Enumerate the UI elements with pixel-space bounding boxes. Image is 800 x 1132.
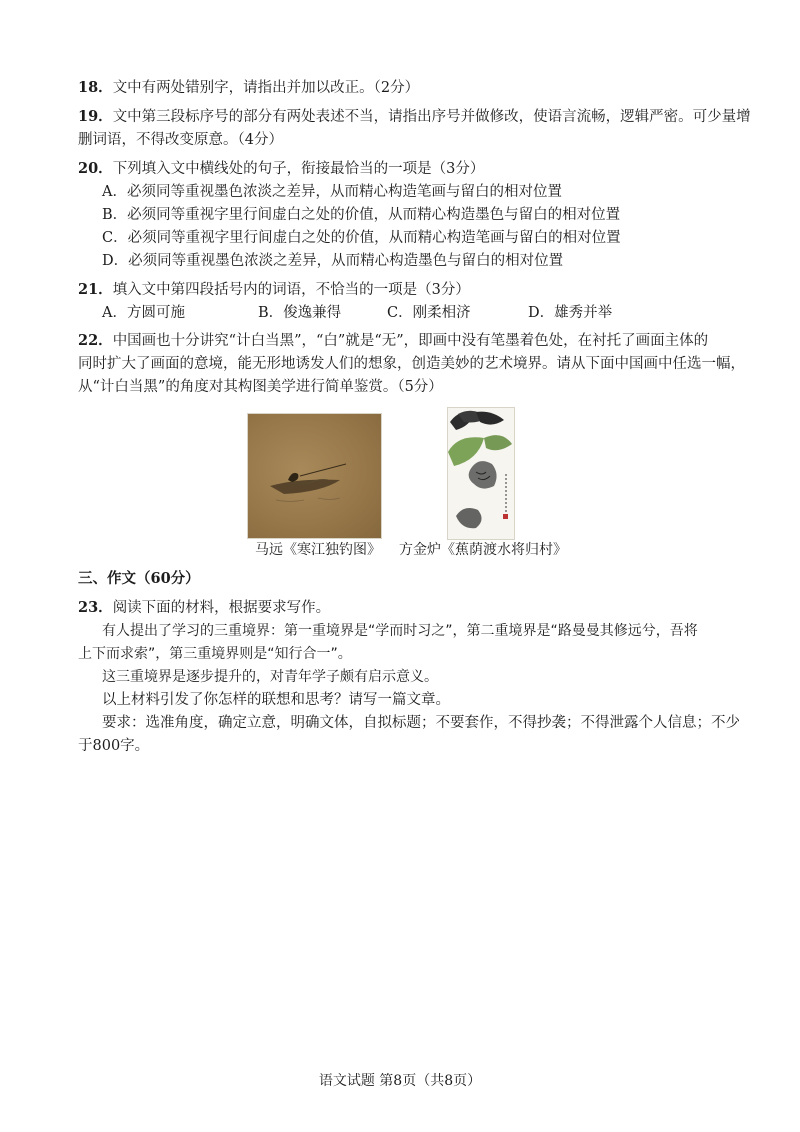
question-18 — [78, 78, 419, 98]
section-title: 三、作文（60分） — [78, 570, 200, 587]
question-text: 填入文中第四段括号内的词语，不恰当的一项是（3分） — [112, 282, 470, 298]
question-number: 21． — [78, 281, 113, 298]
question-number: 23． — [78, 599, 113, 616]
question-text: 文中第三段标序号的部分有两处表述不当，请指出序号并做修改，使语言流畅，逻辑严密。可少量增 — [112, 109, 751, 125]
question-number: 19． — [78, 108, 113, 125]
prompt-line: 以上材料引发了你怎样的联想和思考？请写一篇文章。 — [102, 692, 450, 708]
question-21 — [78, 280, 470, 300]
question-22-cont: 从“计白当黑”的角度对其构图美学进行简单鉴赏。（5分） — [78, 379, 443, 395]
option-a: A．方圆可施 — [102, 305, 185, 321]
material-line: 上下而求索”，第三重境界则是“知行合一”。 — [78, 646, 352, 662]
question-text: 下列填入文中横线处的句子，衔接最恰当的一项是（3分） — [112, 161, 485, 177]
option-b: B．俊逸兼得 — [258, 305, 342, 321]
question-23 — [78, 598, 330, 618]
question-text: 阅读下面的材料，根据要求写作。 — [112, 600, 331, 616]
question-number: 22． — [78, 332, 113, 349]
fishing-boat-illustration — [248, 414, 381, 538]
option-d: D．必须同等重视墨色浓淡之差异，从而精心构造墨色与留白的相对位置 — [102, 253, 564, 269]
banana-leaf-rocks-illustration — [448, 408, 514, 539]
option-a: A．必须同等重视墨色浓淡之差异，从而精心构造笔画与留白的相对位置 — [102, 184, 562, 200]
option-c: C．刚柔相济 — [387, 305, 471, 321]
painting-han-jiang-du-diao — [247, 413, 382, 539]
question-22 — [78, 331, 708, 351]
question-19-cont: 删词语，不得改变原意。（4分） — [78, 132, 283, 148]
option-c: C．必须同等重视字里行间虚白之处的价值，从而精心构造笔画与留白的相对位置 — [102, 230, 621, 246]
question-20 — [78, 159, 484, 179]
painting-caption-1: 马远《寒江独钓图》 — [255, 542, 381, 558]
option-b: B．必须同等重视字里行间虚白之处的价值，从而精心构造墨色与留白的相对位置 — [102, 207, 621, 223]
option-d: D．雄秀并举 — [528, 305, 613, 321]
requirements-line: 于800字。 — [78, 738, 150, 754]
question-number: 18． — [78, 79, 113, 96]
question-text: 中国画也十分讲究“计白当黑”，“白”就是“无”，即画中没有笔墨着色处，在衬托了画面主体的 — [112, 333, 709, 349]
material-line: 这三重境界是逐步提升的，对青年学子颇有启示意义。 — [102, 669, 438, 685]
requirements-line: 要求：选准角度，确定立意，明确文体，自拟标题；不要套作，不得抄袭；不得泄露个人信息；不少 — [102, 715, 740, 731]
material-line: 有人提出了学习的三重境界：第一重境界是“学而时习之”，第二重境界是“路曼曼其修远兮，吾将 — [102, 623, 698, 639]
page-footer: 语文试题 第8页（共8页） — [318, 1073, 482, 1089]
question-22-cont: 同时扩大了画面的意境，能无形地诱发人们的想象，创造美妙的艺术境界。请从下面中国画中任选一幅， — [78, 356, 745, 372]
painting-caption-2: 方金炉《蕉荫渡水将归村》 — [399, 542, 567, 558]
question-text: 文中有两处错别字，请指出并加以改正。（2分） — [112, 80, 420, 96]
painting-jiao-yin-du-shui — [447, 407, 515, 540]
question-number: 20． — [78, 160, 113, 177]
question-19 — [78, 107, 751, 127]
